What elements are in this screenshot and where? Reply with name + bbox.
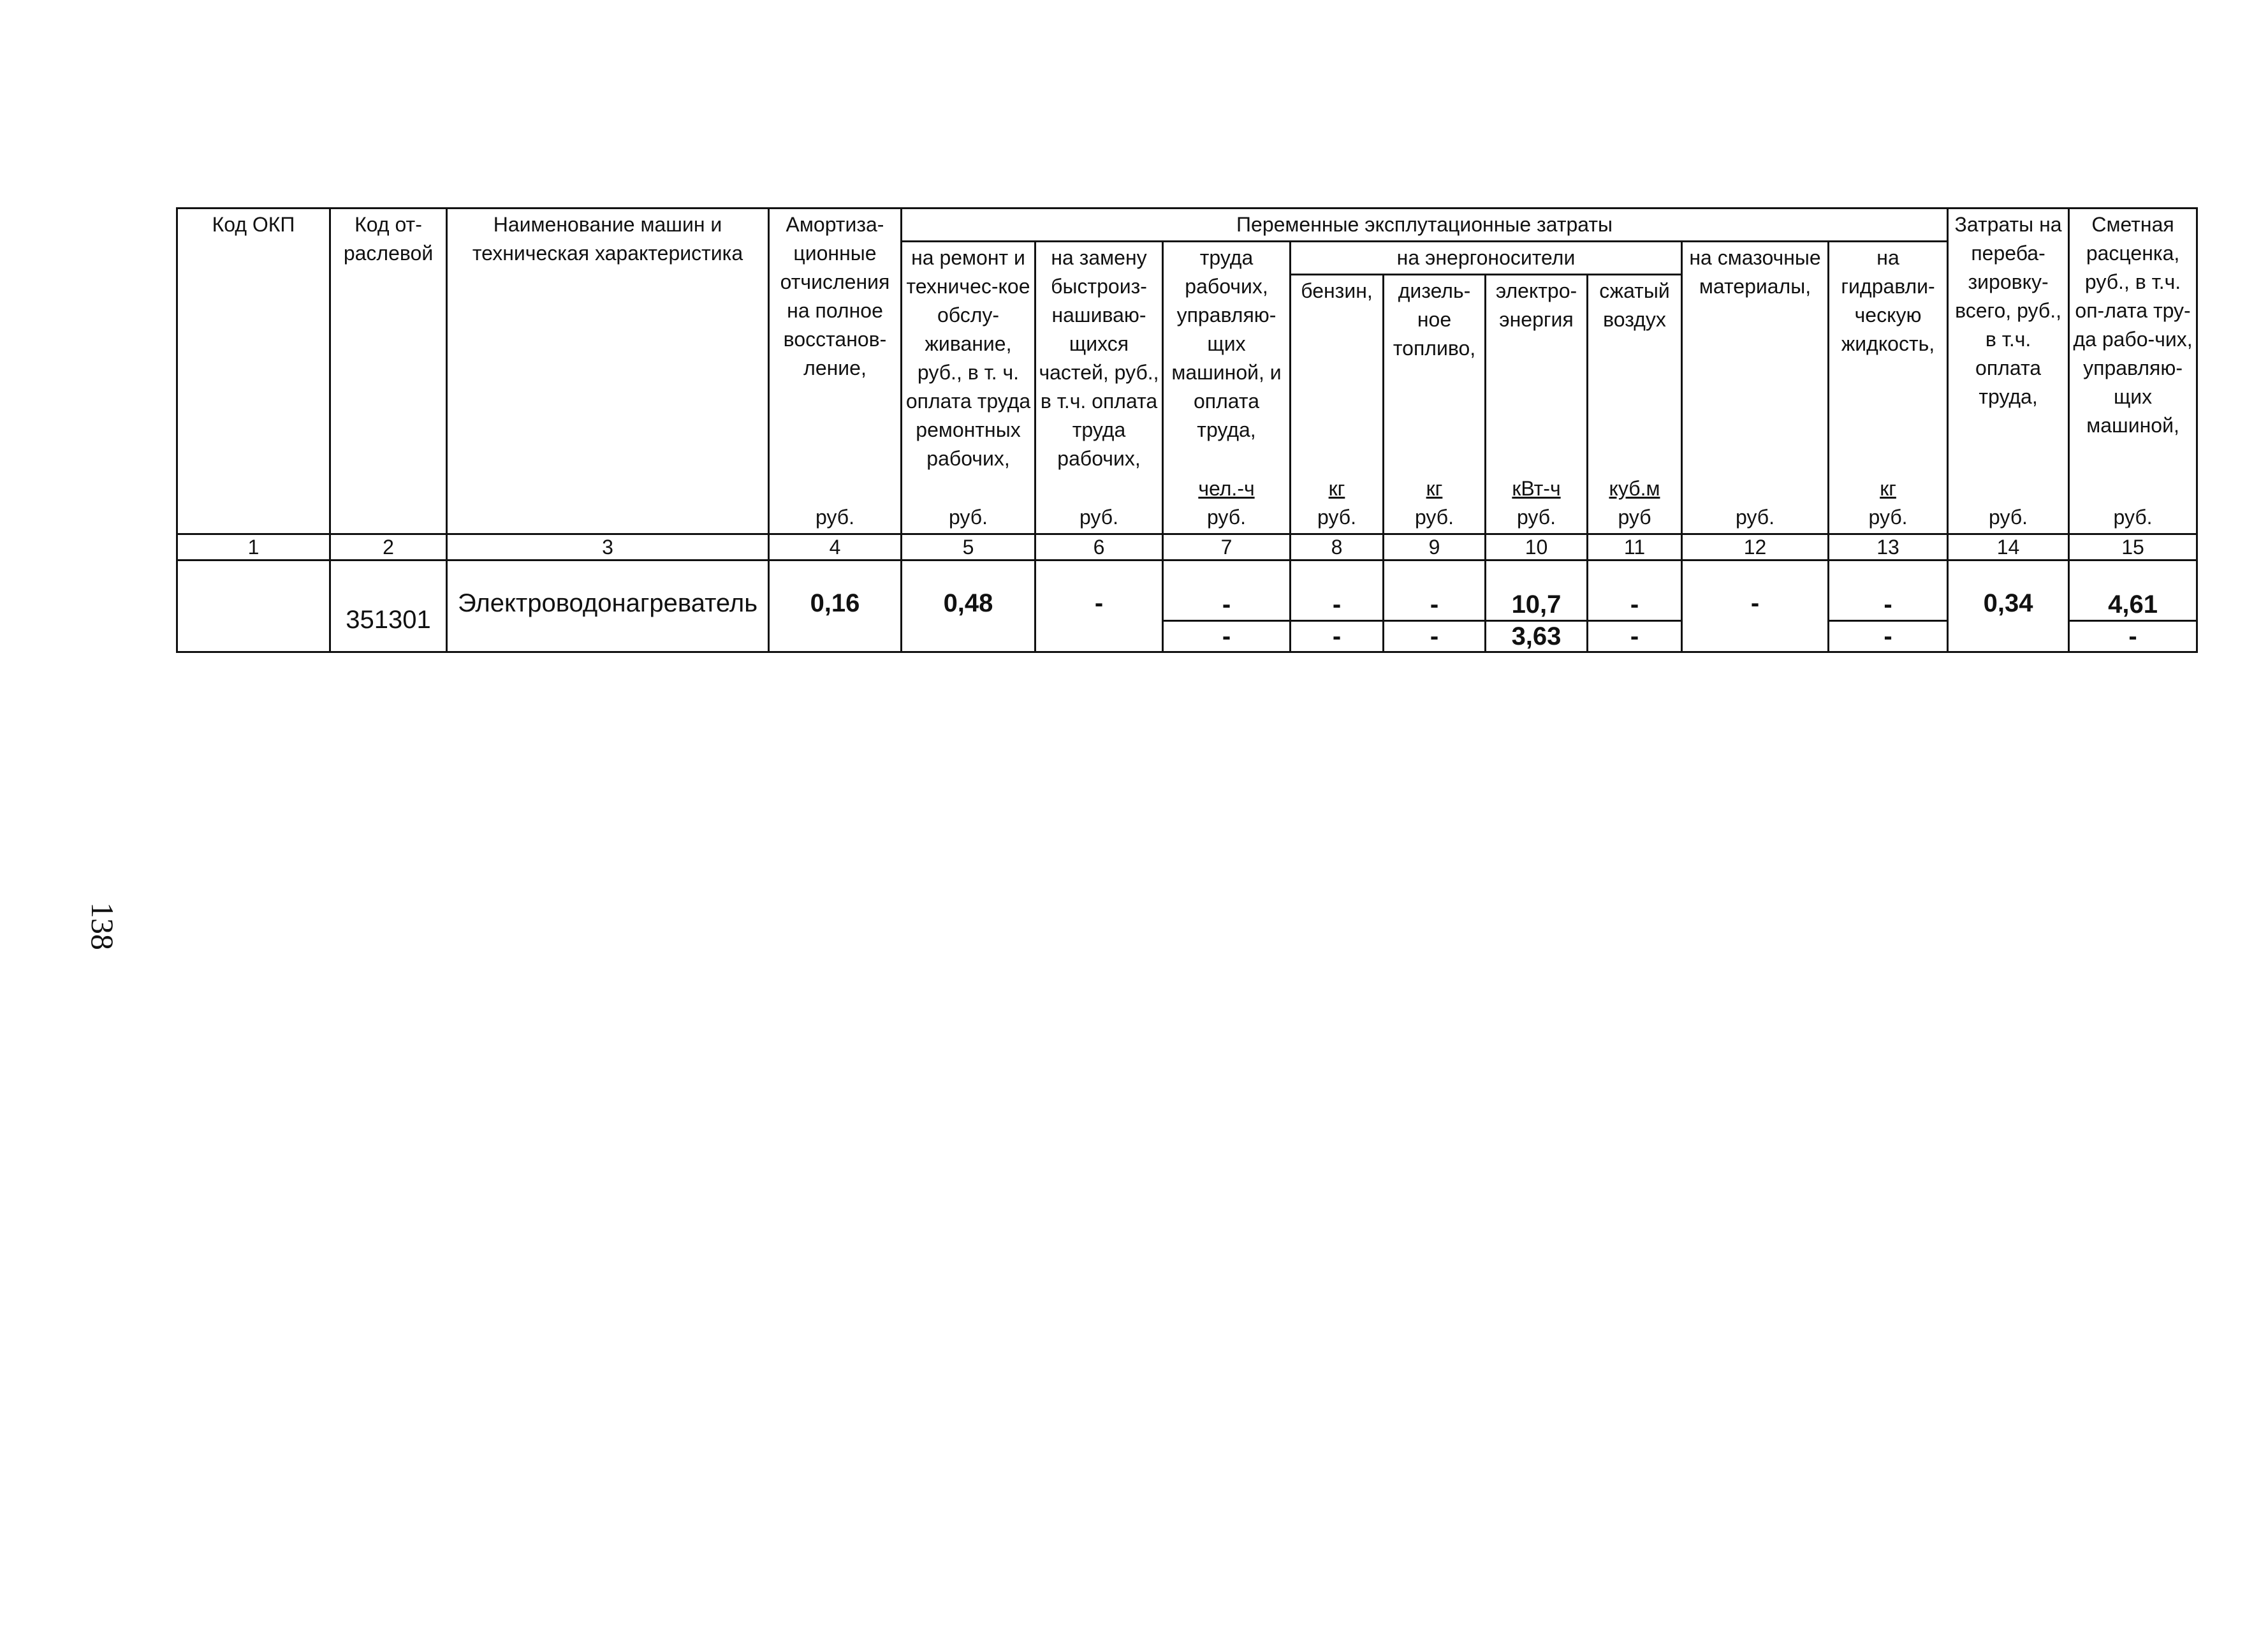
header-labor-text: труда рабочих, управляю-щих машиной, и оплата труда,: [1171, 246, 1282, 441]
header-hydraulic-unit-top: кг: [1880, 477, 1896, 500]
header-relocation: [1948, 209, 2069, 534]
header-repair-text: на ремонт и техничес-кое обслу-живание, руб., в т. ч. оплата труда ремонтных рабочих,: [905, 246, 1031, 470]
column-number: 15: [2069, 534, 2197, 560]
header-machine-name-text: Наименование машин и техническая характеристика: [472, 213, 743, 265]
cell-diesel-top: -: [1384, 560, 1486, 621]
header-electricity-text: электро-энергия: [1495, 279, 1577, 331]
header-air-unit-top: куб.м: [1609, 477, 1660, 500]
header-labor-unit-top: чел.-ч: [1198, 477, 1255, 500]
cell-labor-bottom: -: [1163, 621, 1291, 652]
column-number-row: [177, 534, 2197, 560]
column-number: 3: [447, 534, 769, 560]
header-amortization: [769, 209, 902, 534]
header-estimate: [2069, 209, 2197, 534]
header-electricity: [1486, 275, 1588, 534]
cell-hydraulic-bottom: -: [1829, 621, 1948, 652]
cell-air-bottom: -: [1588, 621, 1682, 652]
header-air: [1588, 275, 1682, 534]
header-hydraulic-text: на гидравли-ческую жидкость,: [1841, 246, 1935, 355]
cell-amortization: 0,16: [769, 560, 902, 652]
header-estimate-unit: руб.: [2113, 506, 2153, 529]
cell-machine-name: Электроводонагреватель: [447, 560, 769, 652]
header-relocation-text: Затраты на переба-зировку-всего, руб., в т.ч. оплата труда,: [1954, 213, 2062, 408]
header-amortization-unit: руб.: [815, 506, 854, 529]
header-okp-code: [177, 209, 330, 534]
header-branch-code-text: Код от-раслевой: [343, 213, 434, 265]
header-variable-costs-text: Переменные эксплутационные затраты: [1236, 213, 1613, 236]
cell-hydraulic-top: -: [1829, 560, 1948, 621]
page-number: 138: [85, 902, 121, 950]
header-petrol-text: бензин,: [1301, 279, 1373, 302]
cell-lubricants: -: [1682, 560, 1829, 652]
cell-electricity-bottom: 3,63: [1486, 621, 1588, 652]
column-number: 8: [1291, 534, 1384, 560]
column-number: 14: [1948, 534, 2069, 560]
header-parts-text: на замену быстроиз-нашиваю-щихся частей, руб., в т.ч. оплата труда рабочих,: [1039, 246, 1159, 470]
cell-air-top: -: [1588, 560, 1682, 621]
header-labor: [1163, 242, 1291, 534]
machine-cost-table: [176, 207, 2198, 653]
header-lubricants-text: на смазочные материалы,: [1689, 246, 1821, 298]
header-diesel: [1384, 275, 1486, 534]
cell-repair: 0,48: [902, 560, 1035, 652]
cell-estimate-bottom: -: [2069, 621, 2197, 652]
cell-petrol-bottom: -: [1291, 621, 1384, 652]
column-number: 6: [1035, 534, 1163, 560]
column-number: 7: [1163, 534, 1291, 560]
column-number: 12: [1682, 534, 1829, 560]
header-energy-text: на энергоносители: [1396, 246, 1576, 269]
header-variable-costs: [902, 209, 1948, 242]
header-relocation-unit: руб.: [1989, 506, 2028, 529]
cell-parts: -: [1035, 560, 1163, 652]
header-electricity-unit-top: кВт-ч: [1512, 477, 1561, 500]
header-petrol-unit: руб.: [1317, 506, 1356, 529]
header-labor-unit: руб.: [1206, 506, 1246, 529]
header-diesel-unit-top: кг: [1426, 477, 1443, 500]
header-okp-code-text: Код ОКП: [212, 213, 295, 236]
header-machine-name: [447, 209, 769, 534]
header-branch-code: [330, 209, 447, 534]
header-diesel-unit: руб.: [1414, 506, 1454, 529]
column-number: 13: [1829, 534, 1948, 560]
cell-estimate-top: 4,61: [2069, 560, 2197, 621]
header-petrol: [1291, 275, 1384, 534]
cell-branch-code: 351301: [330, 560, 447, 652]
header-parts-unit: руб.: [1079, 506, 1118, 529]
cell-relocation: 0,34: [1948, 560, 2069, 652]
header-energy: [1291, 242, 1682, 275]
header-hydraulic: [1829, 242, 1948, 534]
header-air-text: сжатый воздух: [1599, 279, 1670, 331]
column-number: 2: [330, 534, 447, 560]
cell-diesel-bottom: -: [1384, 621, 1486, 652]
cell-okp-code: [177, 560, 330, 652]
header-electricity-unit: руб.: [1516, 506, 1556, 529]
header-parts: [1035, 242, 1163, 534]
cell-electricity-top: 10,7: [1486, 560, 1588, 621]
header-amortization-text: Амортиза-ционные отчисления на полное восстанов-ление,: [780, 213, 890, 379]
header-diesel-text: дизель-ное топливо,: [1393, 279, 1476, 360]
header-repair-unit: руб.: [948, 506, 988, 529]
column-number: 9: [1384, 534, 1486, 560]
cell-labor-top: -: [1163, 560, 1291, 621]
column-number: 5: [902, 534, 1035, 560]
header-lubricants: [1682, 242, 1829, 534]
header-petrol-unit-top: кг: [1328, 477, 1345, 500]
header-repair: [902, 242, 1035, 534]
column-number: 10: [1486, 534, 1588, 560]
header-estimate-text: Сметная расценка, руб., в т.ч. оп-лата тру-да рабо-чих, управляю-щих машиной,: [2073, 213, 2193, 437]
column-number: 1: [177, 534, 330, 560]
header-air-unit: руб: [1618, 506, 1651, 529]
table-row: [177, 560, 2197, 621]
cell-petrol-top: -: [1291, 560, 1384, 621]
header-row-top: [177, 209, 2197, 242]
header-lubricants-unit: руб.: [1735, 506, 1774, 529]
column-number: 4: [769, 534, 902, 560]
header-hydraulic-unit: руб.: [1868, 506, 1908, 529]
column-number: 11: [1588, 534, 1682, 560]
